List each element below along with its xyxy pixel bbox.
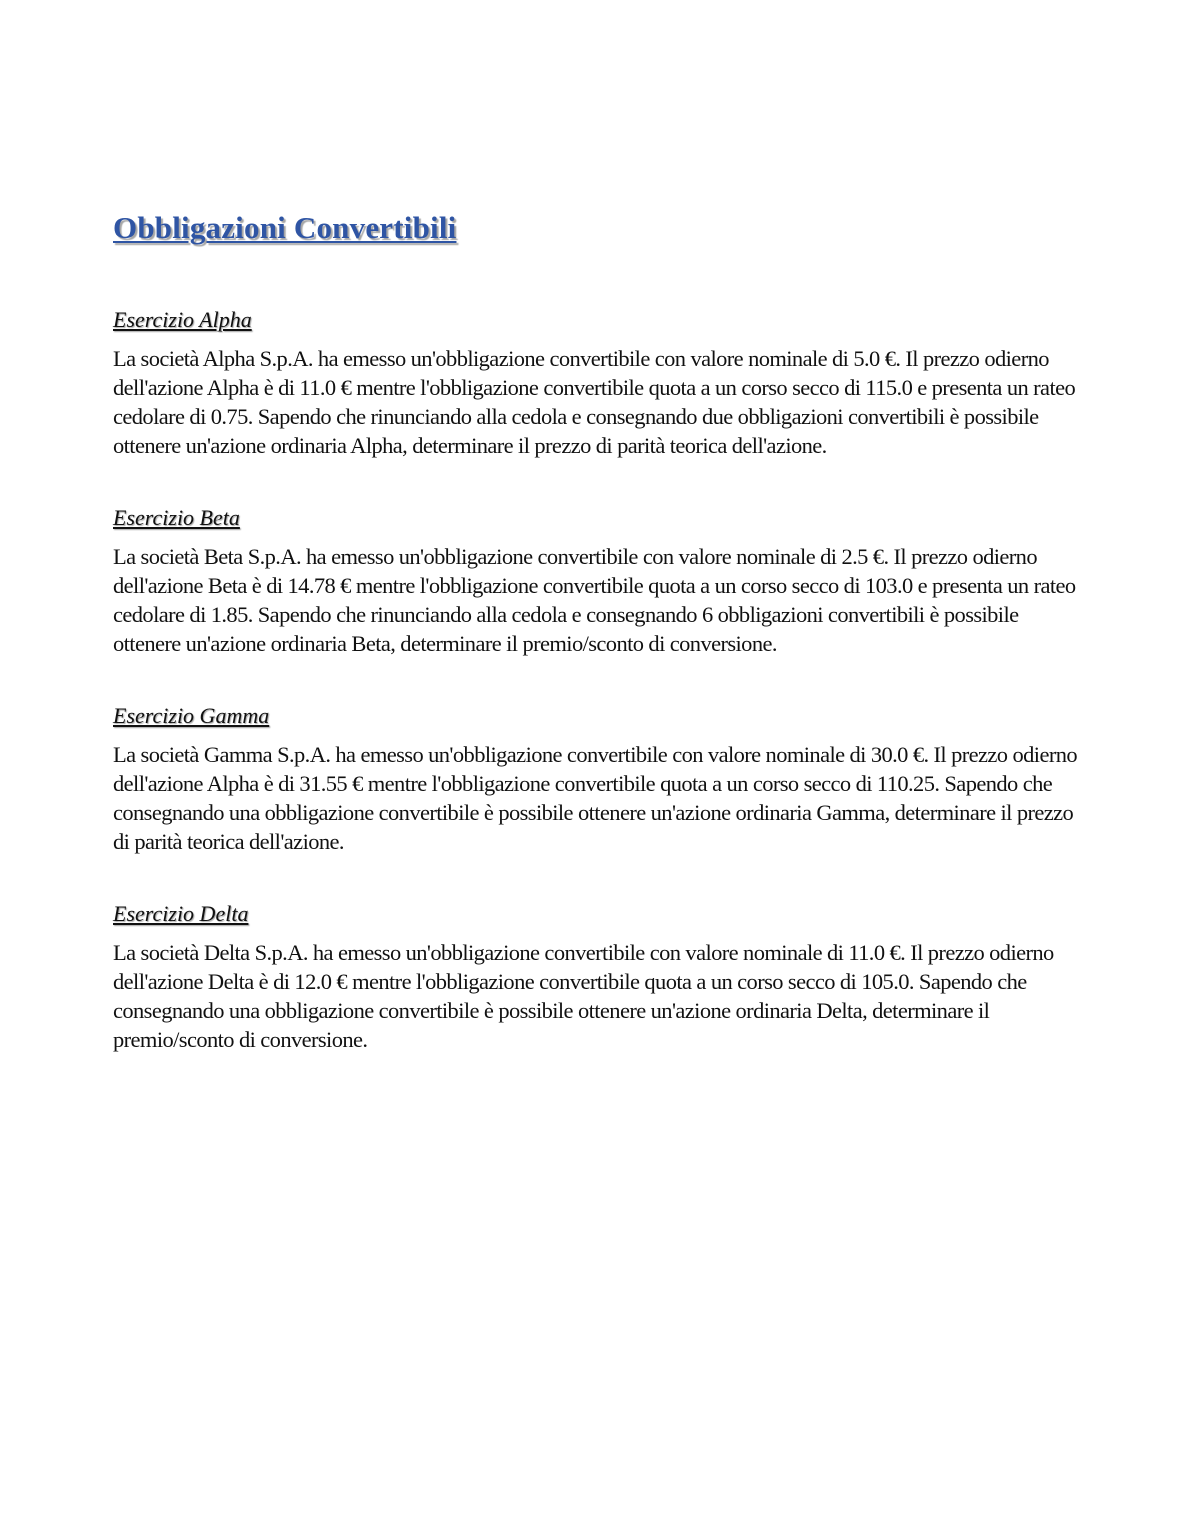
exercise-heading: Esercizio Delta	[113, 901, 249, 926]
document-title: Obbligazioni Convertibili	[113, 210, 457, 245]
exercise-beta	[113, 504, 1088, 658]
exercise-heading: Esercizio Alpha	[113, 307, 252, 332]
exercise-text: La società Alpha S.p.A. ha emesso un'obbligazione convertibile con valore nominale di 5.0 €. Il prezzo odierno dell'azione Alpha è di 11.0 € mentre l'obbligazione convertibile quota a un corso secco di 115.0 e presenta un rateo cedolare di 0.75. Sapendo che rinunciando alla cedola e consegnando due obbligazioni convertibili è possibile ottenere un'azione ordinaria Alpha, determinare il prezzo di parità teorica dell'azione.	[113, 346, 1076, 458]
document-page	[113, 208, 1088, 1054]
exercise-text: La società Gamma S.p.A. ha emesso un'obbligazione convertibile con valore nominale di 30.0 €. Il prezzo odierno dell'azione Alpha è di 31.55 € mentre l'obbligazione convertibile quota a un corso secco di 110.25. Sapendo che consegnando una obbligazione convertibile è possibile ottenere un'azione ordinaria Gamma, determinare il prezzo di parità teorica dell'azione.	[113, 742, 1078, 854]
exercise-gamma	[113, 702, 1088, 856]
exercise-text: La società Beta S.p.A. ha emesso un'obbligazione convertibile con valore nominale di 2.5 €. Il prezzo odierno dell'azione Beta è di 14.78 € mentre l'obbligazione convertibile quota a un corso secco di 103.0 e presenta un rateo cedolare di 1.85. Sapendo che rinunciando alla cedola e consegnando 6 obbligazioni convertibili è possibile ottenere un'azione ordinaria Beta, determinare il premio/sconto di conversione.	[113, 544, 1076, 656]
exercise-text: La società Delta S.p.A. ha emesso un'obbligazione convertibile con valore nominale di 11.0 €. Il prezzo odierno dell'azione Delta è di 12.0 € mentre l'obbligazione convertibile quota a un corso secco di 105.0. Sapendo che consegnando una obbligazione convertibile è possibile ottenere un'azione ordinaria Delta, determinare il premio/sconto di conversione.	[113, 940, 1054, 1052]
exercise-heading: Esercizio Gamma	[113, 703, 270, 728]
exercise-heading: Esercizio Beta	[113, 505, 240, 530]
exercise-delta	[113, 900, 1088, 1054]
exercise-alpha	[113, 306, 1088, 460]
